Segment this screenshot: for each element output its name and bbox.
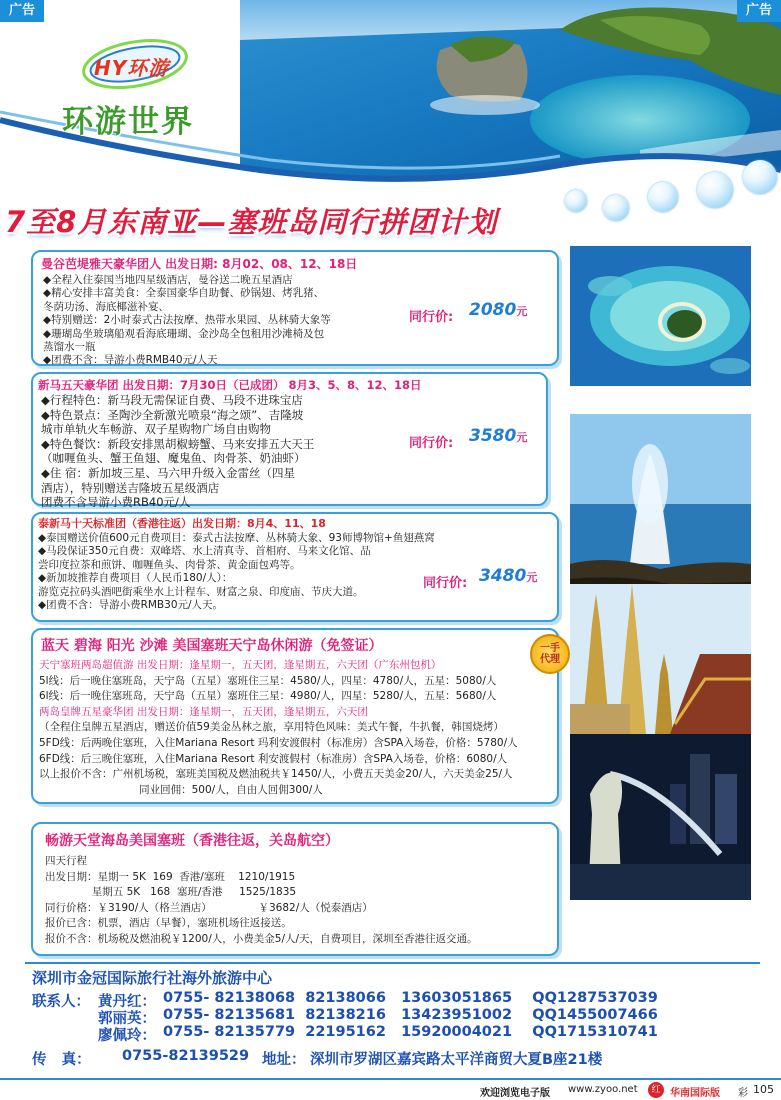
- tour-line: ◆泰国赠送价值600元自费项目：泰式古法按摩、丛林骑大象、93师博物馆+鱼翅燕窝: [38, 532, 435, 544]
- bubble-decor: [697, 172, 733, 208]
- price-value: [479, 566, 537, 586]
- fax-number: 0755-82139529: [122, 1048, 250, 1064]
- address-text: 深圳市罗湖区嘉宾路太平洋商贸大夏B座21楼: [310, 1052, 603, 1068]
- temple-photo: [570, 584, 751, 734]
- tour-line: （咖喱鱼头、蟹王鱼翅、魔鬼鱼、肉骨茶、奶油虾）: [41, 451, 306, 466]
- tour-card-bangkok: [31, 250, 559, 366]
- tour-title: 曼谷芭堤雅天豪华团人 出发日期: 8月02、08、12、18日: [41, 257, 358, 271]
- tour-line: 团费不含导游小费RB40元/人: [41, 495, 191, 510]
- tour-line: 游览克拉码头酒吧街乘坐水上计程车、财富之泉、印度庙、节庆大道。: [38, 585, 364, 598]
- contact-divider: [25, 962, 760, 964]
- page-title: 7至8月东南亚—塞班岛同行拼团计划: [5, 205, 498, 239]
- brand-name: 环游世界: [62, 104, 194, 140]
- footer-edition: 华南国际版: [670, 1088, 720, 1099]
- tour-title: 泰新马十天标准团（香港往返）出发日期：8月4、11、18: [38, 517, 326, 530]
- tour-details: [43, 274, 331, 368]
- badge-text: 一手代理: [540, 643, 560, 665]
- footer-page-prefix: 彩: [738, 1088, 748, 1099]
- ad-tag-left: 广告: [0, 0, 44, 22]
- tour-line: 报价已含：机票，酒店（早餐），塞班机场往返接送。: [45, 917, 292, 929]
- price-number: 3580: [469, 426, 517, 446]
- brand-logo: [80, 38, 190, 90]
- tour-line: ◆特色餐饮：新段安排黑胡椒螃蟹、马来安排五大天王: [41, 436, 315, 451]
- address-label: 地址：: [262, 1052, 306, 1068]
- tour-line: 四天行程: [45, 855, 87, 867]
- tour-card-thai-sg-my: [31, 512, 559, 622]
- tour-details: [39, 658, 518, 798]
- tour-line: 蒸馏水一瓶: [43, 341, 96, 354]
- tour-title: 畅游天堂海岛美国塞班（香港往返，关岛航空）: [45, 833, 339, 849]
- company-name: 深圳市金冠国际旅行社海外旅游中心: [32, 969, 273, 987]
- contact-name: 郭丽英：: [98, 1011, 156, 1027]
- price-value: [469, 426, 527, 446]
- tour-line: 酒店），特别赠送吉隆坡五星级酒店: [41, 480, 220, 495]
- tour-card-saipan-tinian: [31, 628, 559, 804]
- bubble-decor: [565, 190, 587, 212]
- tour-line: ◆团费不含：导游小费RMB40元/人天: [43, 354, 218, 367]
- price-label: 同行价:: [409, 436, 454, 451]
- tour-line: 5l线：后一晚住塞班岛，天宁岛（五星）塞班住三星：4580/人，四星：4780/人，五星：5080/人: [39, 674, 497, 687]
- footer-page-number: 105: [753, 1083, 774, 1096]
- tour-line: ◆珊瑚岛坐玻璃船观看海底珊瑚、金沙岛全包租用沙滩椅及包: [43, 327, 325, 340]
- bubble-decor: [743, 160, 777, 194]
- tour-line: ◆马段保证350元自费：双峰塔、水上清真寺、首相府、马来文化馆、品: [38, 545, 371, 558]
- contacts-label: 联系人：: [32, 994, 90, 1010]
- tour-title: 新马五天豪华团 出发日期：7月30日（已成团） 8月3、5、8、12、18日: [38, 378, 422, 392]
- tour-line: 同行价格：￥3190/人（格兰酒店） ￥3682/人（悦泰酒店）: [45, 901, 373, 914]
- tour-line: 5FD线：后两晚住塞班，入住Mariana Resort 玛利安渡假村（标准房）含SPA入场卷，价格：5780/人: [39, 736, 518, 749]
- tour-line: ◆特别赠送：2小时泰式古法按摩、热带水果园、丛林骑大象等: [43, 314, 331, 327]
- ad-tag-right: 广告: [737, 0, 781, 22]
- tour-line: ◆新加坡推荐自费项目（人民币180/人）：: [38, 572, 233, 585]
- footer-site[interactable]: www.zyoo.net: [568, 1084, 638, 1095]
- price-label: 同行价:: [423, 576, 468, 591]
- edition-icon: 红: [648, 1082, 664, 1098]
- tour-title: 蓝天 碧海 阳光 沙滩 美国塞班天宁岛休闲游（免签证）: [41, 638, 383, 654]
- fax-label: 传 真：: [32, 1052, 91, 1068]
- atoll-photo: [570, 246, 751, 386]
- price-unit: 元: [526, 571, 538, 584]
- tour-line: 以上报价不含：广州机场税，塞班美国税及燃油税共￥1450/人，小费五天美金20/人，六天美金25/人: [39, 768, 513, 781]
- price-number: 2080: [469, 300, 517, 320]
- contact-name: 廖佩玲：: [98, 1028, 156, 1044]
- tour-line: ◆团费不含：导游小费RMB30元/人天。: [38, 599, 224, 612]
- tour-details: [45, 854, 478, 947]
- header-banner: [0, 0, 781, 232]
- tour-line: （全程住皇牌五星酒店，赠送价值59美金丛林之旅，享用特色风味：美式午餐，牛扒餐，韩国烧烤）: [39, 721, 504, 734]
- tour-line: ◆全程入住泰国当地四星级酒店，曼谷送二晚五星酒店: [43, 274, 293, 286]
- tour-details: [41, 393, 314, 510]
- price-value: [469, 300, 527, 320]
- tour-line: 6FD线：后三晚住塞班，入住Mariana Resort 利安渡假村（标准房）含SPA入场卷，价格：6080/人: [39, 752, 508, 765]
- contact-phones: 0755- 82135779 22195162 15920004021 QQ1715310741: [163, 1024, 658, 1040]
- contact-phones: 0755- 82138068 82138066 13603051865 QQ1287537039: [163, 990, 658, 1006]
- tour-card-sg-my: [31, 372, 548, 510]
- price-label: 同行价:: [409, 310, 454, 325]
- tour-line: ◆住 宿：新加坡三星、马六甲升级入金雷丝（四星: [41, 465, 295, 480]
- tour-line: 冬荫功汤、海底椰滋补宴、: [43, 300, 169, 313]
- bubble-decor: [648, 182, 678, 212]
- tour-line: 6l线：后一晚住塞班岛，天宁岛（五星）塞班住三星：4980/人，四星：5280/人，五星：5680/人: [39, 690, 497, 703]
- tour-line: ◆精心安排丰富美食：全泰国豪华自助餐、砂锅翅、烤乳猪、: [43, 287, 325, 300]
- blowhole-photo: [570, 414, 751, 602]
- tour-line: 城市单轨火车畅游、双子星购物广场自由购物: [41, 422, 271, 437]
- tour-line: 尝印度拉茶和煎饼、咖喱鱼头、肉骨茶、黄金面包鸡等。: [38, 558, 301, 571]
- tour-line: 星期五 5K 168 塞班/香港 1525/1835: [45, 886, 297, 898]
- tour-card-saipan-hk: [31, 822, 559, 956]
- agent-badge: [530, 634, 570, 674]
- price-unit: 元: [516, 431, 528, 444]
- tour-details: [38, 532, 435, 612]
- bubble-decor: [603, 195, 629, 221]
- merlion-photo: [570, 734, 751, 900]
- contact-name: 黄丹红：: [98, 994, 156, 1010]
- logo-text: HY环游: [94, 56, 170, 80]
- tour-line: 报价不含：机场税及燃油税￥1200/人，小费美金5/人/天，自费项目，深圳至香港往返交通。: [45, 932, 478, 945]
- page-footer: [0, 1078, 781, 1100]
- price-number: 3480: [479, 566, 527, 586]
- tour-line: ◆特色景点：圣陶沙全新激光喷泉“海之颂”、吉隆坡: [41, 407, 304, 422]
- footer-welcome: 欢迎浏览电子版: [480, 1088, 550, 1099]
- price-unit: 元: [516, 305, 528, 318]
- contact-phones: 0755- 82135681 82138216 13423951002 QQ1455007466: [163, 1007, 658, 1023]
- tour-line: 同业回佣：500/人，自由人回佣300/人: [39, 783, 323, 796]
- tour-line: 天宁塞班两岛超值游 出发日期：逢星期一，五天团，逢星期五，六天团（广东州包机）: [39, 659, 442, 671]
- tour-line: 出发日期：星期一 5K 169 香港/塞班 1210/1915: [45, 870, 296, 883]
- tour-line: 两岛皇牌五星豪华团 出发日期：逢星期一，五天团，逢星期五，六天团: [39, 705, 368, 718]
- tour-line: ◆行程特色：新马段无需保证自费、马段不进珠宝店: [41, 393, 303, 407]
